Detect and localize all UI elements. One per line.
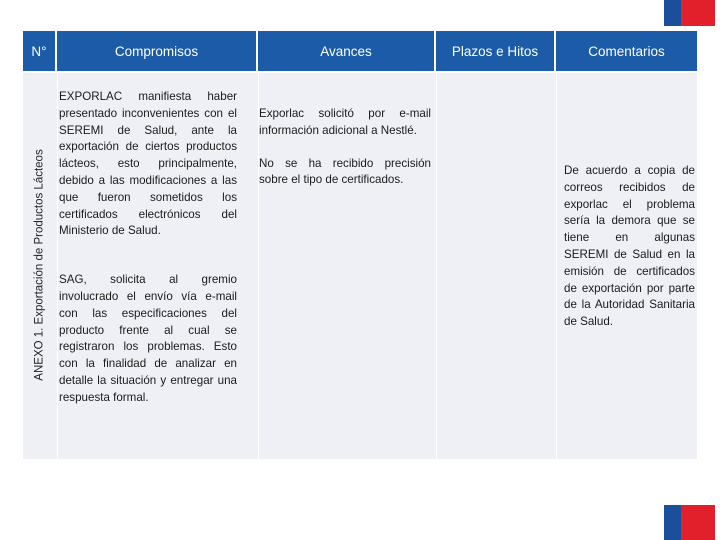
progress-item: Exporlac solicitó por e-mail información adicional a Nestlé. xyxy=(259,107,431,137)
column-divider xyxy=(436,71,437,459)
column-divider xyxy=(57,71,58,459)
commitment-item: SAG, solicita al gremio involucrado el envío vía e-mail con las especificaciones del producto frente al cual se registraron los problemas. Esto con la finalidad de analizar en detalle la situación y entregar una respuesta formal. xyxy=(59,273,237,404)
commitments-table xyxy=(23,31,697,459)
header-commitments: Compromisos xyxy=(57,31,258,71)
comments-cell: De acuerdo a copia de correos recibidos de exporlac el problema sería la demora que se tiene en algunas SEREMI de Salud en la emisión de certificados de exportación por parte de la Autoridad Sanitaria de Salud. xyxy=(564,164,695,329)
header-deadlines: Plazos e Hitos xyxy=(436,31,556,71)
progress-item: No se ha recibido precisión sobre el tipo de certificados. xyxy=(259,156,431,187)
header-progress: Avances xyxy=(258,31,436,71)
commitment-item: EXPORLAC manifiesta haber presentado inconvenientes con el SEREMI de Salud, ante la exportación de ciertos productos lácteos, esto principalmente, debido a las modificaciones a las que fueron sometidos los certificados electrónicos del Ministerio de Salud. xyxy=(59,90,237,238)
corner-flag-bottom xyxy=(664,505,715,540)
progress-cell xyxy=(259,106,431,189)
header-comments: Comentarios xyxy=(556,31,697,71)
header-divider xyxy=(23,71,697,73)
commitments-cell xyxy=(59,89,237,407)
column-divider xyxy=(556,71,557,459)
corner-flag-top xyxy=(664,0,715,26)
annex-side-label: ANEXO 1. Exportación de Productos Lácteos xyxy=(34,149,46,381)
header-number: N° xyxy=(23,31,57,71)
